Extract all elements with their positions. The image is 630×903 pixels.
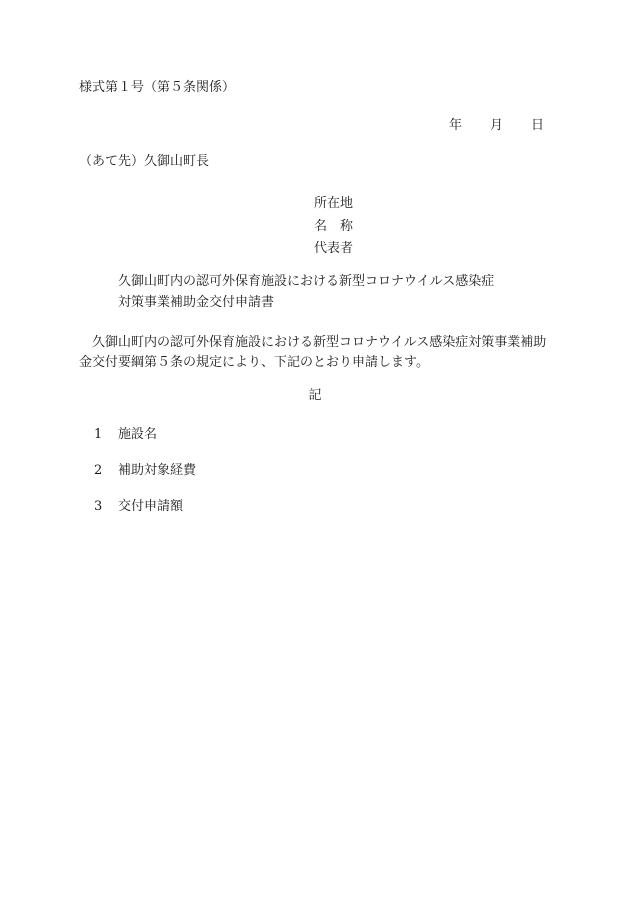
ki-heading: 記 — [308, 388, 322, 403]
title-line-1: 久御山町内の認可外保育施設における新型コロナウイルス感染症 — [118, 274, 495, 289]
date-line — [449, 119, 544, 132]
title-line-2: 対策事業補助金交付申請書 — [118, 295, 275, 310]
list-item — [94, 500, 183, 513]
applicant-address-label: 所在地 — [314, 196, 354, 211]
list-item-number: 3 — [94, 499, 103, 514]
date-year-label: 年 — [448, 118, 462, 133]
list-item-label: 補助対象経費 — [118, 463, 197, 478]
applicant-name-label: 名 称 — [314, 218, 354, 234]
body-paragraph: 久御山町内の認可外保育施設における新型コロナウイルス感染症対策事業補助金交付要綱第５条の規定により、下記のとおり申請します。 — [79, 335, 547, 370]
list-item-label: 施設名 — [118, 427, 158, 442]
list-item — [94, 428, 157, 441]
document-title — [118, 275, 494, 317]
list-item-number: 1 — [94, 427, 103, 442]
date-month-label: 月 — [489, 118, 503, 133]
form-number: 様式第１号（第５条関係） — [79, 80, 236, 95]
list-item-number: 2 — [94, 463, 103, 478]
applicant-block — [314, 197, 353, 265]
list-item-label: 交付申請額 — [118, 499, 184, 514]
date-day-label: 日 — [530, 118, 544, 133]
applicant-representative-label: 代表者 — [314, 241, 354, 256]
addressee: （あて先）久御山町長 — [79, 154, 210, 169]
list-item — [94, 464, 196, 477]
